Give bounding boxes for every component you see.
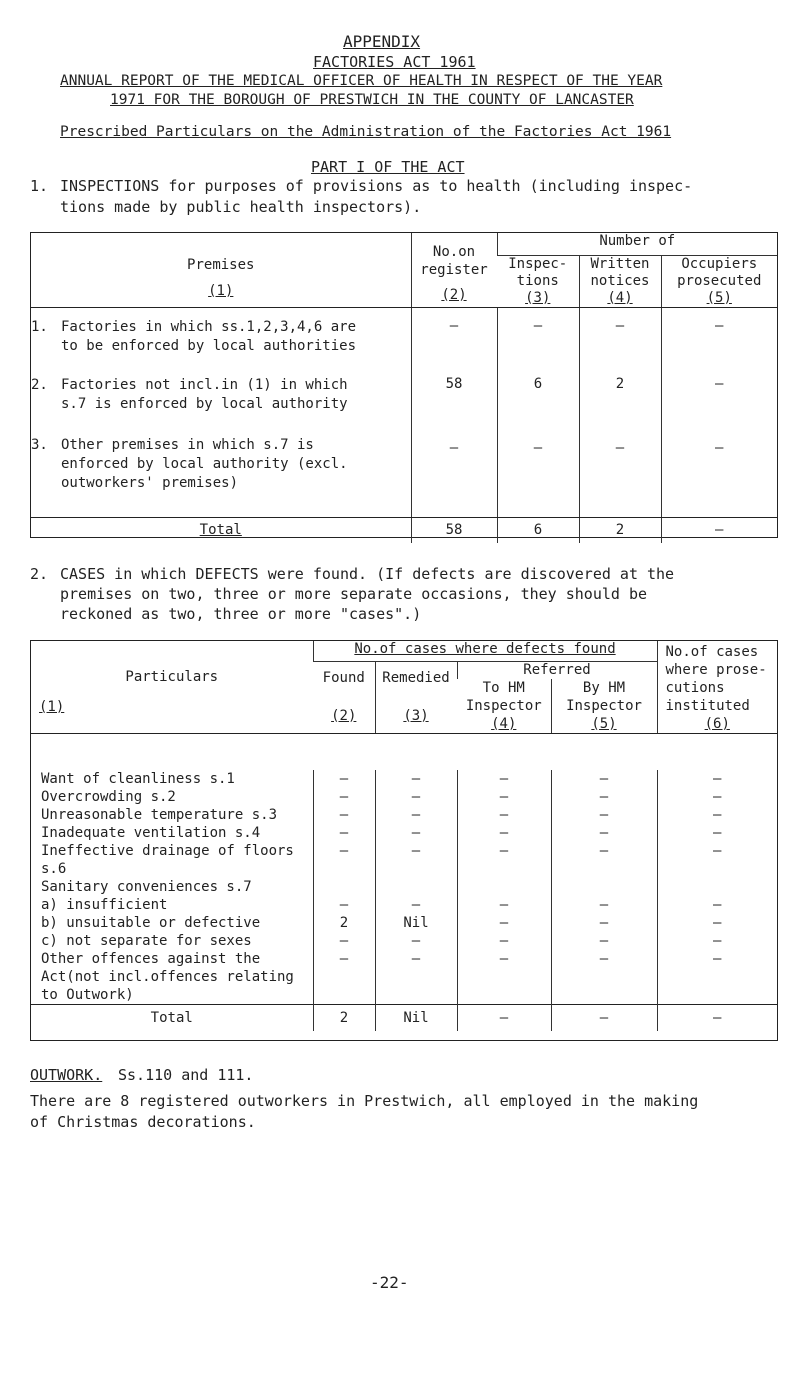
found-cell: – <box>313 950 375 1005</box>
notices-cell: 2 <box>579 374 661 436</box>
prosecutions-cell: – <box>657 896 777 914</box>
remedied-cell: – <box>375 950 457 1005</box>
row-number: 1. <box>31 318 48 335</box>
found-cell: – <box>313 896 375 914</box>
register-cell: – <box>411 436 497 517</box>
register-cell: 58 <box>411 374 497 436</box>
prosecutions-cell: – <box>657 914 777 932</box>
to-hm-cell: – <box>457 950 551 1005</box>
table-row <box>31 950 777 1005</box>
total-by-hm: – <box>551 1005 657 1031</box>
section2-line3: reckoned as two, three or more "cases".) <box>60 605 422 623</box>
row-label: Factories not incl.in (1) in which s.7 is enforced by local authority <box>61 377 348 412</box>
section2-number: 2. <box>30 565 49 583</box>
inspections-table <box>31 233 777 543</box>
prosecuted-header: Occupiers prosecuted (5) <box>661 255 777 307</box>
row-label: Unreasonable temperature s.3 <box>41 807 278 823</box>
by-hm-cell: – <box>551 896 657 914</box>
found-cell: – <box>313 932 375 950</box>
report-title-line1: ANNUAL REPORT OF THE MEDICAL OFFICER OF HEALTH IN RESPECT OF THE YEAR <box>60 73 663 89</box>
to-hm-cell: – <box>457 806 551 824</box>
remedied-header: Remedied (3) <box>375 661 457 734</box>
table-row <box>31 824 777 842</box>
table-row <box>31 374 777 436</box>
remedied-cell: – <box>375 806 457 824</box>
by-hm-cell: – <box>551 770 657 788</box>
total-row <box>31 517 777 543</box>
table-row <box>31 806 777 824</box>
referred-header: Referred <box>457 661 657 679</box>
outwork-line1: There are 8 registered outworkers in Prestwich, all employed in the making <box>30 1092 699 1110</box>
row-label: Ineffective drainage of floors s.6 <box>41 843 294 877</box>
notices-cell: – <box>579 307 661 374</box>
prosecuted-cell: – <box>661 374 777 436</box>
to-hm-header: To HM Inspector (4) <box>457 679 551 734</box>
table-row <box>31 307 777 374</box>
found-cell: – <box>313 806 375 824</box>
total-row <box>31 1005 777 1031</box>
row-number: 2. <box>31 377 48 393</box>
page-number: -22- <box>370 1273 409 1292</box>
inspections-cell: – <box>497 307 579 374</box>
found-cell: 2 <box>313 914 375 932</box>
total-notices: 2 <box>579 517 661 543</box>
by-hm-cell: – <box>551 806 657 824</box>
total-remedied: Nil <box>375 1005 457 1031</box>
total-label: Total <box>199 521 242 538</box>
row-label: Overcrowding s.2 <box>41 789 176 805</box>
table-row <box>31 932 777 950</box>
remedied-cell: – <box>375 824 457 842</box>
table-row <box>31 878 777 896</box>
notices-header: Written notices (4) <box>579 255 661 307</box>
to-hm-cell: – <box>457 842 551 878</box>
by-hm-header: By HM Inspector (5) <box>551 679 657 734</box>
found-cell: – <box>313 842 375 878</box>
appendix-heading: APPENDIX <box>343 32 421 51</box>
remedied-cell: – <box>375 770 457 788</box>
number-of-header: Number of <box>497 233 777 255</box>
found-header: Found (2) <box>313 661 375 734</box>
prosecutions-cell <box>657 878 777 896</box>
by-hm-cell: – <box>551 950 657 1005</box>
register-header: No.on register (2) <box>411 233 497 307</box>
remedied-cell: Nil <box>375 914 457 932</box>
row-label: Want of cleanliness s.1 <box>41 771 235 787</box>
prosecutions-cell: – <box>657 950 777 1005</box>
remedied-cell: – <box>375 896 457 914</box>
section1-line2: tions made by public health inspectors). <box>60 198 422 216</box>
total-found: 2 <box>313 1005 375 1031</box>
row-label: a) insufficient <box>41 897 168 913</box>
section2-line2: premises on two, three or more separate occasions, they should be <box>60 585 647 603</box>
premises-header: Premises (1) <box>31 233 411 307</box>
prosecutions-header: No.of cases where prose- cutions instituted (6) <box>657 641 777 734</box>
by-hm-cell: – <box>551 824 657 842</box>
defects-table <box>31 641 777 734</box>
inspections-cell: – <box>497 436 579 517</box>
prosecutions-cell: – <box>657 842 777 878</box>
to-hm-cell: – <box>457 770 551 788</box>
by-hm-cell: – <box>551 788 657 806</box>
defects-table-body <box>31 770 777 1031</box>
prosecutions-cell: – <box>657 788 777 806</box>
total-prosecutions: – <box>657 1005 777 1031</box>
by-hm-cell: – <box>551 914 657 932</box>
table-row <box>31 436 777 517</box>
total-to-hm: – <box>457 1005 551 1031</box>
to-hm-cell <box>457 878 551 896</box>
outwork-sections: Ss.110 and 111. <box>118 1066 254 1084</box>
row-number: 3. <box>31 437 48 453</box>
remedied-cell: – <box>375 842 457 878</box>
particulars-header: Particulars (1) <box>31 641 313 734</box>
section1-line1: INSPECTIONS for purposes of provisions as to health (including inspec- <box>60 177 693 195</box>
prosecuted-cell: – <box>661 307 777 374</box>
prosecutions-cell: – <box>657 824 777 842</box>
found-cell: – <box>313 824 375 842</box>
by-hm-cell <box>551 878 657 896</box>
section2-line1: CASES in which DEFECTS were found. (If defects are discovered at the <box>60 565 675 583</box>
register-cell: – <box>411 307 497 374</box>
row-label: Factories in which ss.1,2,3,4,6 are to be enforced by local authorities <box>61 318 357 354</box>
inspections-header: Inspec- tions (3) <box>497 255 579 307</box>
found-cell <box>313 878 375 896</box>
report-title-line2: 1971 FOR THE BOROUGH OF PRESTWICH IN THE COUNTY OF LANCASTER <box>110 92 634 108</box>
table-row <box>31 788 777 806</box>
table-row <box>31 842 777 878</box>
remedied-cell: – <box>375 932 457 950</box>
to-hm-cell: – <box>457 932 551 950</box>
total-inspections: 6 <box>497 517 579 543</box>
by-hm-cell: – <box>551 842 657 878</box>
total-label: Total <box>31 1005 313 1031</box>
prosecutions-cell: – <box>657 806 777 824</box>
table-row <box>31 770 777 788</box>
cases-where-header: No.of cases where defects found <box>313 641 657 661</box>
row-label: Other offences against the Act(not incl.offences relating to Outwork) <box>41 951 294 1003</box>
prosecutions-cell: – <box>657 932 777 950</box>
remedied-cell: – <box>375 788 457 806</box>
row-label: Sanitary conveniences s.7 <box>41 879 252 895</box>
remedied-cell <box>375 878 457 896</box>
defects-rows-table <box>31 770 777 1031</box>
total-prosecuted: – <box>661 517 777 543</box>
found-cell: – <box>313 788 375 806</box>
table-row <box>31 914 777 932</box>
to-hm-cell: – <box>457 896 551 914</box>
inspections-cell: 6 <box>497 374 579 436</box>
prosecuted-cell: – <box>661 436 777 517</box>
section1-number: 1. <box>30 177 49 195</box>
to-hm-cell: – <box>457 788 551 806</box>
row-label: Other premises in which s.7 is enforced by local authority (excl. outworkers' premises) <box>61 437 348 491</box>
prosecutions-cell: – <box>657 770 777 788</box>
outwork-heading: OUTWORK. <box>30 1066 103 1084</box>
prescribed-particulars: Prescribed Particulars on the Administration of the Factories Act 1961 <box>60 124 672 140</box>
notices-cell: – <box>579 436 661 517</box>
row-label: b) unsuitable or defective <box>41 915 261 931</box>
total-register: 58 <box>411 517 497 543</box>
part-heading: PART I OF THE ACT <box>311 158 465 176</box>
outwork-line2: of Christmas decorations. <box>30 1113 256 1131</box>
by-hm-cell: – <box>551 932 657 950</box>
row-label: Inadequate ventilation s.4 <box>41 825 261 841</box>
found-cell: – <box>313 770 375 788</box>
row-label: c) not separate for sexes <box>41 933 252 949</box>
to-hm-cell: – <box>457 914 551 932</box>
table-row <box>31 896 777 914</box>
act-title: FACTORIES ACT 1961 <box>313 53 476 71</box>
to-hm-cell: – <box>457 824 551 842</box>
